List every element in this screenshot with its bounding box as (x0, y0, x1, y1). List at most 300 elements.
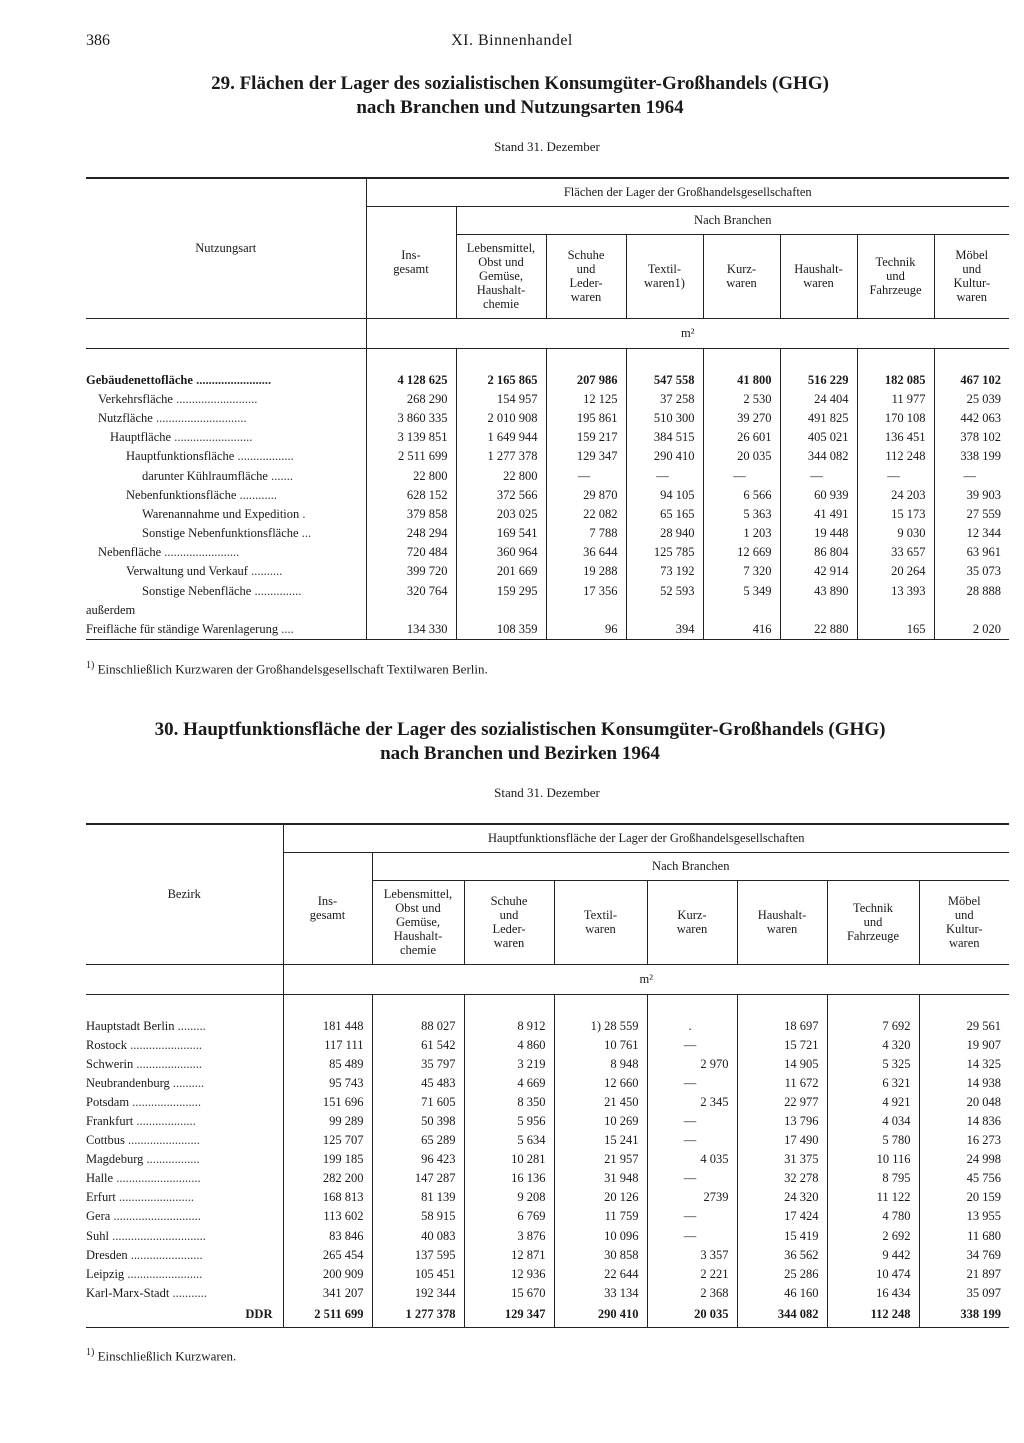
table29-cell: 2 020 (934, 620, 1009, 640)
table29-cell: 2 165 865 (456, 371, 546, 390)
table29-cell: 2 511 699 (366, 447, 456, 466)
table30-cell: 2 970 (647, 1055, 737, 1074)
table29-cell: 52 593 (626, 582, 703, 601)
table30-cell: 8 912 (464, 1017, 554, 1036)
table29-cell: 720 484 (366, 543, 456, 562)
table29-row (86, 562, 1009, 581)
table29-cell (934, 601, 1009, 620)
table30-col-header-4: Kurz- waren (647, 880, 737, 964)
table29-cell: 96 (546, 620, 626, 640)
table30-subgroup-header: Nach Branchen (372, 852, 1009, 880)
table30-cell: 3 219 (464, 1055, 554, 1074)
table29-row-label: Nutzfläche (98, 410, 153, 425)
table29-cell: 24 404 (780, 390, 857, 409)
table30-row-leader: ...................... (129, 1094, 201, 1109)
table30-cell: — (647, 1207, 737, 1226)
table29-cell: 338 199 (934, 447, 1009, 466)
table29-cell: 43 890 (780, 582, 857, 601)
table29-cell (366, 601, 456, 620)
table30-row (86, 1017, 1009, 1036)
table30-row-leader: ..................... (133, 1056, 202, 1071)
table29-row-label: Freifläche für ständige Warenlagerung (86, 622, 279, 637)
table30-total-row (86, 1303, 1009, 1328)
table29-cell: 22 082 (546, 505, 626, 524)
table30-cell: 9 208 (464, 1188, 554, 1207)
table29-cell: 20 264 (857, 562, 934, 581)
table29-row (86, 428, 1009, 447)
table30-cell: 13 796 (737, 1112, 827, 1131)
table30-cell: — (647, 1036, 737, 1055)
table29-row-label: Warenannahme und Expedition (142, 506, 300, 521)
table30-cell: 10 474 (827, 1265, 919, 1284)
table29-row (86, 390, 1009, 409)
table30-stand: Stand 31. Dezember (494, 785, 600, 800)
table30-title-line2: nach Branchen und Bezirken 1964 (380, 743, 660, 764)
table30-cell: 113 602 (283, 1207, 372, 1226)
table30-cell: 13 955 (919, 1207, 1009, 1226)
table29-row-label: Verwaltung und Verkauf (126, 564, 248, 579)
table30-cell: 2 692 (827, 1227, 919, 1246)
table29-row-label: Hauptfunktionsfläche (126, 449, 235, 464)
table30-cell: 6 769 (464, 1207, 554, 1226)
table29-cell: 467 102 (934, 371, 1009, 390)
table29-cell: 379 858 (366, 505, 456, 524)
table30-row (86, 1188, 1009, 1207)
table29-row (86, 466, 1009, 485)
table30-cell: 12 660 (554, 1074, 647, 1093)
table29-cell: — (934, 466, 1009, 485)
table29-cell: 136 451 (857, 428, 934, 447)
table29-row (86, 447, 1009, 466)
table29-cell: 3 139 851 (366, 428, 456, 447)
table29-cell (857, 601, 934, 620)
table30-cell: 12 871 (464, 1246, 554, 1265)
table30-row-leader: ....................... (124, 1133, 200, 1148)
table30-cell: 11 759 (554, 1207, 647, 1226)
table29-row-leader: .......... (247, 564, 283, 579)
table29 (86, 177, 1009, 640)
table30-cell: 88 027 (372, 1017, 464, 1036)
table30-row (86, 1036, 1009, 1055)
table29-cell: 28 888 (934, 582, 1009, 601)
table30-cell: 125 707 (283, 1131, 372, 1150)
table29-cell: 416 (703, 620, 780, 640)
table30-cell: 16 434 (827, 1284, 919, 1303)
table29-unit: m² (366, 318, 1009, 348)
table30-row-leader: ............................ (110, 1209, 201, 1224)
table29-cell: 86 804 (780, 543, 857, 562)
table30-cell: 181 448 (283, 1017, 372, 1036)
table29-cell (626, 601, 703, 620)
table30-cell: 16 136 (464, 1169, 554, 1188)
table30-col-header-2: Schuhe und Leder- waren (464, 880, 554, 964)
table30-cell: 341 207 (283, 1284, 372, 1303)
table29-row (86, 582, 1009, 601)
table30-cell: 15 670 (464, 1284, 554, 1303)
table30-col-header-7: Möbel und Kultur- waren (919, 880, 1009, 964)
table29-col-header-1: Lebensmittel, Obst und Gemüse, Haushalt- chemie (456, 234, 546, 318)
table30-cell: 17 424 (737, 1207, 827, 1226)
table30-cell: 81 139 (372, 1188, 464, 1207)
table30-row-leader: ........................ (115, 1190, 194, 1205)
table29-col-header-7: Möbel und Kultur- waren (934, 234, 1009, 318)
table30-row (86, 1055, 1009, 1074)
table29-subgroup-header: Nach Branchen (456, 206, 1009, 234)
table29-cell: 29 870 (546, 486, 626, 505)
table30-cell: — (647, 1074, 737, 1093)
table30-cell: 11 680 (919, 1227, 1009, 1246)
table29-row-label: darunter Kühlraumfläche (142, 468, 268, 483)
table29-cell: 159 217 (546, 428, 626, 447)
table30-cell: 137 595 (372, 1246, 464, 1265)
table30-row-label: Hauptstadt Berlin (86, 1018, 175, 1033)
table30-row-label: Suhl (86, 1228, 109, 1243)
table30-cell: 32 278 (737, 1169, 827, 1188)
table30-cell: 3 876 (464, 1227, 554, 1246)
table29-stand: Stand 31. Dezember (494, 139, 600, 154)
table30-rowlabel-header: Bezirk (86, 824, 283, 964)
table30-cell: 83 846 (283, 1227, 372, 1246)
table30-col-header-0: Ins- gesamt (283, 852, 372, 964)
table29-row (86, 371, 1009, 390)
table29-cell: 108 359 (456, 620, 546, 640)
table30-cell: 14 325 (919, 1055, 1009, 1074)
table30-cell: 2 345 (647, 1093, 737, 1112)
table30-row-label: Karl-Marx-Stadt (86, 1285, 170, 1300)
table29-cell: — (857, 466, 934, 485)
table30-cell: 50 398 (372, 1112, 464, 1131)
table29-cell: 63 961 (934, 543, 1009, 562)
table29-col-header-4: Kurz- waren (703, 234, 780, 318)
table30-row (86, 1112, 1009, 1131)
table29-cell: 41 491 (780, 505, 857, 524)
table30-cell: 40 083 (372, 1227, 464, 1246)
table30-cell: 14 905 (737, 1055, 827, 1074)
table29-row (86, 486, 1009, 505)
table30-cell: 4 860 (464, 1036, 554, 1055)
table29-col-header-3: Textil- waren1) (626, 234, 703, 318)
table30-cell: 192 344 (372, 1284, 464, 1303)
table30-cell: 5 780 (827, 1131, 919, 1150)
table30-col-header-3: Textil- waren (554, 880, 647, 964)
table30-total-cell: 129 347 (464, 1303, 554, 1328)
table29-cell: 129 347 (546, 447, 626, 466)
table29-cell: 628 152 (366, 486, 456, 505)
table30-cell: 22 644 (554, 1265, 647, 1284)
table30-cell: 61 542 (372, 1036, 464, 1055)
table29-cell: 25 039 (934, 390, 1009, 409)
table30-cell: 16 273 (919, 1131, 1009, 1150)
table30-row (86, 1284, 1009, 1303)
table29-cell: 12 669 (703, 543, 780, 562)
table30-row-label: Erfurt (86, 1190, 116, 1205)
table30-cell: — (647, 1227, 737, 1246)
table30-total-cell: 112 248 (827, 1303, 919, 1328)
table30-cell: 24 320 (737, 1188, 827, 1207)
table30-cell: 34 769 (919, 1246, 1009, 1265)
table30-row-label: Magdeburg (86, 1152, 144, 1167)
table29-group-header: Flächen der Lager der Großhandelsgesellschaften (366, 178, 1009, 206)
table30-unit: m² (283, 964, 1009, 994)
table30-cell: 45 756 (919, 1169, 1009, 1188)
table29-cell: 207 986 (546, 371, 626, 390)
table29-row-leader: ............ (236, 487, 278, 502)
table29-cell: 94 105 (626, 486, 703, 505)
table29-row (86, 620, 1009, 640)
table29-cell: 27 559 (934, 505, 1009, 524)
table29-cell: 125 785 (626, 543, 703, 562)
table29-cell: 268 290 (366, 390, 456, 409)
table29-cell: 5 349 (703, 582, 780, 601)
table30-row-leader: ................... (133, 1114, 196, 1129)
table30-row-leader: .............................. (108, 1228, 206, 1243)
table30-row-leader: ........................ (124, 1266, 203, 1281)
table30-cell: 5 325 (827, 1055, 919, 1074)
table30-cell: 10 269 (554, 1112, 647, 1131)
table29-cell: 154 957 (456, 390, 546, 409)
table30-cell: 1) 28 559 (554, 1017, 647, 1036)
table30-cell: 10 116 (827, 1150, 919, 1169)
table30-cell: 33 134 (554, 1284, 647, 1303)
table29-cell: 384 515 (626, 428, 703, 447)
table30-cell: 2 221 (647, 1265, 737, 1284)
table29-cell: 372 566 (456, 486, 546, 505)
table29-cell: 378 102 (934, 428, 1009, 447)
table29-cell: 399 720 (366, 562, 456, 581)
table29-cell: 290 410 (626, 447, 703, 466)
table30-total-cell: 20 035 (647, 1303, 737, 1328)
table30-total-cell: 338 199 (919, 1303, 1009, 1328)
table30-cell: 8 795 (827, 1169, 919, 1188)
table29-cell: 13 393 (857, 582, 934, 601)
table30-cell: 11 122 (827, 1188, 919, 1207)
table30-footnote-text: Einschließlich Kurzwaren. (97, 1348, 237, 1364)
table30-cell: — (647, 1112, 737, 1131)
table30-row-leader: .......... (169, 1075, 205, 1090)
table30-cell: 24 998 (919, 1150, 1009, 1169)
table30-cell: 199 185 (283, 1150, 372, 1169)
table29-cell: 134 330 (366, 620, 456, 640)
table29-cell (703, 601, 780, 620)
table30-cell: 29 561 (919, 1017, 1009, 1036)
table30-row-label: Potsdam (86, 1094, 130, 1109)
table29-cell: — (780, 466, 857, 485)
table29-cell: 41 800 (703, 371, 780, 390)
table29-cell: 73 192 (626, 562, 703, 581)
table30-row (86, 1265, 1009, 1284)
table30-row-leader: ................. (143, 1152, 200, 1167)
table30-cell: 8 948 (554, 1055, 647, 1074)
table30-footnote-mark: 1) (86, 1347, 95, 1358)
table29-row-leader: ......................... (171, 430, 253, 445)
table29-row-leader: ........................ (192, 372, 272, 387)
running-head: XI. Binnenhandel (451, 32, 573, 49)
table29-row-leader: ... (298, 526, 312, 541)
table29-cell: 165 (857, 620, 934, 640)
table30-row-leader: ....................... (127, 1247, 203, 1262)
table29-cell: 203 025 (456, 505, 546, 524)
table30-total-cell: 344 082 (737, 1303, 827, 1328)
table29-cell: 1 649 944 (456, 428, 546, 447)
table29-row-label: Gebäudenettofläche (86, 372, 193, 387)
table30-cell: 31 375 (737, 1150, 827, 1169)
table30-cell: 4 780 (827, 1207, 919, 1226)
table30-cell: 65 289 (372, 1131, 464, 1150)
table29-cell: 4 128 625 (366, 371, 456, 390)
table30-cell: 10 281 (464, 1150, 554, 1169)
table29-cell: 169 541 (456, 524, 546, 543)
table29-cell: 5 363 (703, 505, 780, 524)
table30-cell: 95 743 (283, 1074, 372, 1093)
table30-cell: 35 097 (919, 1284, 1009, 1303)
table30-row (86, 1131, 1009, 1150)
table30-row (86, 1246, 1009, 1265)
table30-row-label: Cottbus (86, 1133, 125, 1148)
table30-cell: 45 483 (372, 1074, 464, 1093)
table29-row-label: Hauptfläche (110, 430, 172, 445)
table29-cell: 7 320 (703, 562, 780, 581)
table30-cell: 21 897 (919, 1265, 1009, 1284)
table30-group-header: Hauptfunktionsfläche der Lager der Großhandelsgesellschaften (283, 824, 1009, 852)
table29-cell: 344 082 (780, 447, 857, 466)
table30-row-leader: ....................... (126, 1037, 202, 1052)
table29-cell: 195 861 (546, 409, 626, 428)
table29-cell: 320 764 (366, 582, 456, 601)
table29-cell: 1 203 (703, 524, 780, 543)
table29-cell: 15 173 (857, 505, 934, 524)
table29-cell: — (546, 466, 626, 485)
table30-cell: 3 357 (647, 1246, 737, 1265)
table29-row (86, 409, 1009, 428)
table29-cell: 442 063 (934, 409, 1009, 428)
table29-cell: 26 601 (703, 428, 780, 447)
table29-cell: 36 644 (546, 543, 626, 562)
table30-cell: 9 442 (827, 1246, 919, 1265)
table30-total-cell: 2 511 699 (283, 1303, 372, 1328)
table29-cell: 2 010 908 (456, 409, 546, 428)
table30-cell: 71 605 (372, 1093, 464, 1112)
table30 (86, 823, 1009, 1328)
table29-cell: 112 248 (857, 447, 934, 466)
table29-cell: 24 203 (857, 486, 934, 505)
table30-cell: 147 287 (372, 1169, 464, 1188)
table30-footnote (86, 1347, 236, 1364)
table29-row (86, 601, 1009, 620)
table30-cell: 19 907 (919, 1036, 1009, 1055)
table30-cell: 58 915 (372, 1207, 464, 1226)
table29-footnote-mark: 1) (86, 660, 95, 671)
table30-row-label: Schwerin (86, 1056, 134, 1071)
table29-cell: 170 108 (857, 409, 934, 428)
table29-cell: 19 448 (780, 524, 857, 543)
table29-cell: 39 270 (703, 409, 780, 428)
table29-footnote (86, 660, 488, 677)
table30-cell: . (647, 1017, 737, 1036)
table30-col-header-1: Lebensmittel, Obst und Gemüse, Haushalt- chemie (372, 880, 464, 964)
table30-cell: 15 419 (737, 1227, 827, 1246)
table30-row-label: Frankfurt (86, 1114, 134, 1129)
table29-cell: 510 300 (626, 409, 703, 428)
table29-cell: 12 344 (934, 524, 1009, 543)
table29-cell: 516 229 (780, 371, 857, 390)
table29-cell: 9 030 (857, 524, 934, 543)
table30-cell: 105 451 (372, 1265, 464, 1284)
table30-cell: 2 368 (647, 1284, 737, 1303)
table30-col-header-5: Haushalt- waren (737, 880, 827, 964)
table29-cell: 42 914 (780, 562, 857, 581)
table30-row-label: Gera (86, 1209, 111, 1224)
table29-cell: 28 940 (626, 524, 703, 543)
table29-cell: 360 964 (456, 543, 546, 562)
table29-cell: 33 657 (857, 543, 934, 562)
table30-cell: 5 634 (464, 1131, 554, 1150)
table29-cell: 1 277 378 (456, 447, 546, 466)
table30-cell: 96 423 (372, 1150, 464, 1169)
table29-row-label: Sonstige Nebenfunktionsfläche (142, 526, 299, 541)
table29-cell: 65 165 (626, 505, 703, 524)
table29-cell: 22 800 (456, 466, 546, 485)
table30-title-line1: 30. Hauptfunktionsfläche der Lager des sozialistischen Konsumgüter-Großhandels (GHG) (154, 719, 886, 740)
table30-row-label: Neubrandenburg (86, 1075, 170, 1090)
table30-row (86, 1169, 1009, 1188)
table30-row (86, 1093, 1009, 1112)
table29-title-line2: nach Branchen und Nutzungsarten 1964 (356, 97, 684, 118)
table30-cell: 5 956 (464, 1112, 554, 1131)
table30-cell: — (647, 1131, 737, 1150)
table29-row-leader: ............................. (152, 410, 247, 425)
table29-cell: 201 669 (456, 562, 546, 581)
table30-cell: 265 454 (283, 1246, 372, 1265)
table29-cell: — (626, 466, 703, 485)
table29-cell: 22 800 (366, 466, 456, 485)
table30-col-header-6: Technik und Fahrzeuge (827, 880, 919, 964)
table29-row (86, 505, 1009, 524)
table30-cell: 20 159 (919, 1188, 1009, 1207)
table30-cell: 151 696 (283, 1093, 372, 1112)
table30-row (86, 1150, 1009, 1169)
table29-cell: 491 825 (780, 409, 857, 428)
table29-cell: 22 880 (780, 620, 857, 640)
table29-row (86, 524, 1009, 543)
table29-row-leader: .......................... (172, 391, 258, 406)
table29-row-leader: ............... (251, 583, 302, 598)
table29-cell (780, 601, 857, 620)
table30-cell: 282 200 (283, 1169, 372, 1188)
table30-cell: 2739 (647, 1188, 737, 1207)
table29-cell: 37 258 (626, 390, 703, 409)
table29-col-header-0: Ins- gesamt (366, 206, 456, 318)
table30-cell: 20 048 (919, 1093, 1009, 1112)
table30-cell: 10 761 (554, 1036, 647, 1055)
table30-cell: 15 241 (554, 1131, 647, 1150)
table30-cell: 36 562 (737, 1246, 827, 1265)
table29-cell: 39 903 (934, 486, 1009, 505)
table29-cell: 11 977 (857, 390, 934, 409)
table30-cell: 4 669 (464, 1074, 554, 1093)
table29-cell: 19 288 (546, 562, 626, 581)
table29-cell: 159 295 (456, 582, 546, 601)
table30-row (86, 1207, 1009, 1226)
table30-cell: 85 489 (283, 1055, 372, 1074)
table30-cell: 7 692 (827, 1017, 919, 1036)
table29-cell: 12 125 (546, 390, 626, 409)
table30-row-label: Rostock (86, 1037, 127, 1052)
table29-rowlabel-header: Nutzungsart (86, 178, 366, 318)
table29-cell: 17 356 (546, 582, 626, 601)
table29-col-header-6: Technik und Fahrzeuge (857, 234, 934, 318)
table29-row-label: Verkehrsfläche (98, 391, 173, 406)
table29-cell: 7 788 (546, 524, 626, 543)
